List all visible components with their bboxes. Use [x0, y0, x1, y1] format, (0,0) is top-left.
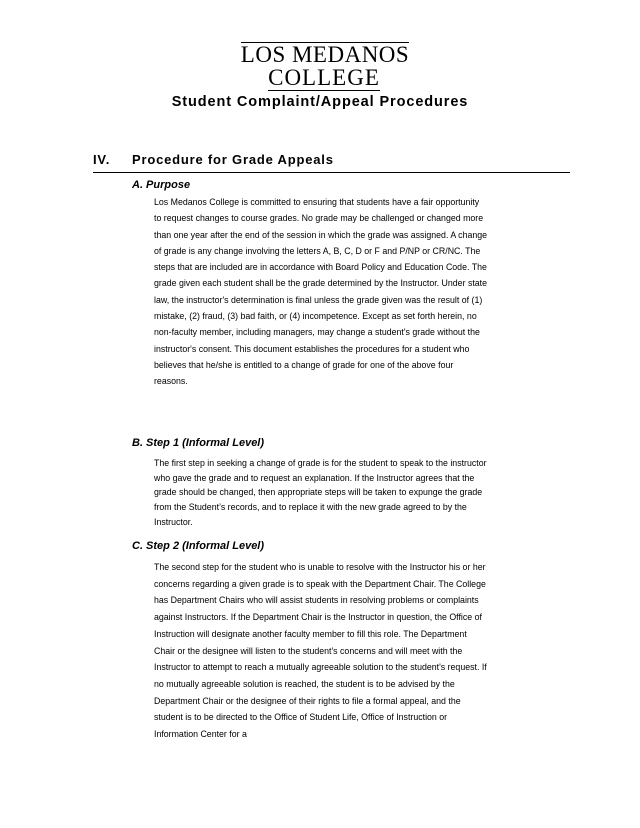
- paragraph-step-1: The first step in seeking a change of grade is for the student to speak to the instructor who gave the grade and to request an explanation. If the Instructor agrees that the grade should be changed, then appropriate steps will be taken to expunge the grade from the Student’s records, and to replace it with the new grade agreed to by the Instructor.: [154, 458, 487, 527]
- subsection-heading-step-1: B. Step 1 (Informal Level): [132, 437, 265, 449]
- section-title: Procedure for Grade Appeals: [132, 152, 334, 167]
- document-title: Student Complaint/Appeal Procedures: [171, 94, 469, 110]
- logo-line-1: LOS MEDANOS: [240, 42, 410, 67]
- paragraph-step-2: The second step for the student who is unable to resolve with the Instructor his or her concerns regarding a given grade is to speak with the Department Chair. The College has Department Chairs who will assist students in resolving problems or complaints against Instructors. If the Department Chair is the Instructor in question, the Office of Instruction will designate another faculty member to fill this role. The Department Chair or the designee will listen to the student's concerns and will meet with the Instructor to attempt to reach a mutually agreeable solution to the student's request. If no mutually agreeable solution is reached, the student is to be advised by the Department Chair or the designee of their rights to file a formal appeal, and the student is to be directed to the Office of Student Life, Office of Instruction or Information Center for a: [154, 562, 487, 740]
- logo-line-2: [8, 67, 640, 91]
- section-heading: [93, 152, 570, 173]
- subsection-heading-step-2: C. Step 2 (Informal Level): [132, 540, 265, 552]
- paragraph-purpose: Los Medanos College is committed to ensuring that students have a fair opportunity to request changes to course grades. No grade may be challenged or changed more than one year after the end of the session in which the grade was assigned. A change of grade is any change involving the letters A, B, C, D or F and P/NP or CR/NC. The steps that are included are in accordance with Board Policy and Education Code. The grade given each student shall be the grade determined by the Instructor. Under state law, the instructor's determination is final unless the grade given was the result of (1) mistake, (2) fraud, (3) bad faith, or (4) incompetence. Except as set forth herein, no non-faculty member, including managers, may change a student's grade without the instructor's consent. This document establishes the procedures for a student who believes that he/she is entitled to a change of grade for one of the above four reasons.: [154, 197, 488, 387]
- subsection-heading-purpose: A. Purpose: [132, 179, 191, 191]
- logo-line-2-text: COLLEGE: [268, 65, 380, 90]
- college-logo: [0, 42, 640, 91]
- section-number: IV.: [93, 152, 111, 167]
